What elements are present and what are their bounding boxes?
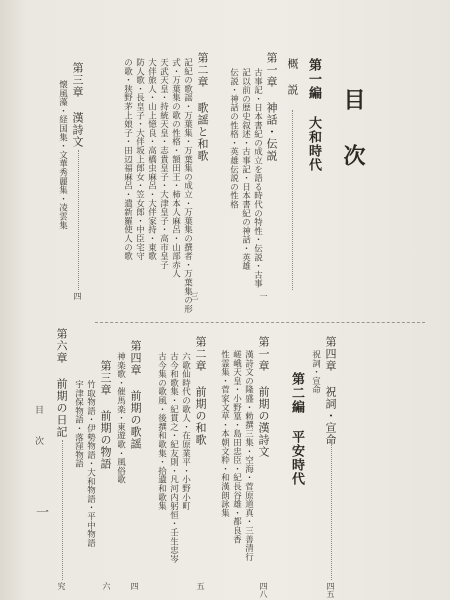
lower-ch1-line-2: 嵯峨天皇・小野篁・島田忠臣・紀長谷雄・都良香	[231, 350, 242, 544]
chapter3-page: 四	[73, 292, 82, 300]
lower-ch2-page: 五	[196, 582, 205, 590]
part1-heading: 第一編 大和時代	[306, 58, 321, 172]
page-title: 目次	[340, 88, 366, 200]
part2-heading: 第二編 平安時代	[289, 372, 304, 486]
chapter1-heading: 第一章 神話・伝説	[265, 52, 278, 162]
lower-ch1-line-1: 漢詩文の隆盛・勅撰三集・空海・菅原道真・三善清行	[243, 350, 254, 562]
gaisetsu-leader	[292, 110, 293, 290]
lower-ch6-leader	[62, 440, 63, 580]
lower-ch1-heading: 第一章 前期の漢詩文	[257, 336, 270, 458]
lower-ch3-heading: 第三章 前期の物語	[99, 360, 112, 470]
chapter2-page: 三	[190, 292, 199, 300]
chapter1-line-2: 記以前の歴史叙述・古事記・日本書紀の神話・英雄	[240, 68, 251, 271]
chapter2-heading: 第二章 歌謡と和歌	[196, 52, 209, 162]
chapter1-line-1: 古事記・日本書紀の成立を語る時代の特性・伝説・古事	[252, 68, 263, 288]
lower-ch4b-body: 神楽歌・催馬楽・東遊歌・風俗歌	[115, 352, 126, 484]
lower-ch2-line-3: 古今集の歌風・後撰和歌集・拾遺和歌集	[156, 352, 167, 511]
section-divider	[95, 322, 425, 323]
lower-ch4-body: 祝詞・宣命	[310, 350, 321, 394]
lower-ch6-page: 究	[57, 582, 66, 590]
lower-ch3-page: 六	[102, 582, 111, 590]
page-folio: 一	[33, 505, 48, 518]
chapter1-line-3: 伝説・神話の性格・英雄伝説の性格	[228, 68, 239, 209]
chapter3-leader	[78, 150, 79, 290]
lower-ch3-line-1: 竹取物語・伊勢物語・大和物語・平中物語	[85, 380, 96, 548]
lower-ch1-page: 四八	[259, 582, 268, 598]
lower-ch4-page: 四五	[326, 582, 335, 598]
chapter3-line-1: 懐風藻・経国集・文華秀麗集・凌雲集	[57, 80, 68, 230]
chapter2-line-4: 大伴旅人・山上憶良・高橋虫麻呂・大伴家持・東歌	[146, 58, 157, 261]
chapter2-line-6: の歌・狭野茅上娘子・田辺福麻呂・遣新羅使人の歌	[122, 58, 133, 261]
lower-ch4-leader	[331, 440, 332, 580]
running-head: 目 次	[33, 405, 43, 451]
lower-ch4b-heading: 第四章 前期の歌謡	[129, 340, 142, 450]
chapter2-line-2: 式・万葉集の歌の性格・額田王・柿本人麻呂・山部赤人	[170, 58, 181, 278]
gaisetsu-heading: 概 説	[286, 58, 299, 96]
lower-ch1-line-3: 性霊集・菅家文草・本朝文粋・和漢朗詠集	[219, 350, 230, 518]
chapter3-heading: 第三章 漢詩文	[71, 62, 84, 148]
chapter1-page: 一	[259, 292, 268, 300]
lower-ch3-line-2: 宇津保物語・落窪物語	[73, 380, 84, 468]
chapter2-line-5: 防人歌・長皇子・大伴坂上郎女・笠女郎・中臣宅守	[134, 58, 145, 261]
chapter2-line-1: 記紀の歌謡・万葉集・万葉集の成立・万葉集の撰者・万葉集の形	[182, 58, 193, 314]
lower-ch2-line-1: 六歌仙時代の歌人・在原業平・小野小町	[180, 352, 191, 511]
lower-ch2-line-2: 古今和歌集・紀貫之・紀友則・凡河内躬恒・壬生忠岑	[168, 352, 179, 564]
lower-ch6-heading: 第六章 前期の日記	[55, 328, 68, 438]
lower-ch4b-page: 四	[130, 582, 139, 590]
chapter2-line-3: 天武天皇・持統天皇・志貴皇子・大津皇子・高市皇子	[158, 58, 169, 270]
lower-ch4-heading: 第四章 祝詞・宣命	[324, 336, 337, 446]
lower-ch2-heading: 第二章 前期の和歌	[194, 336, 207, 446]
